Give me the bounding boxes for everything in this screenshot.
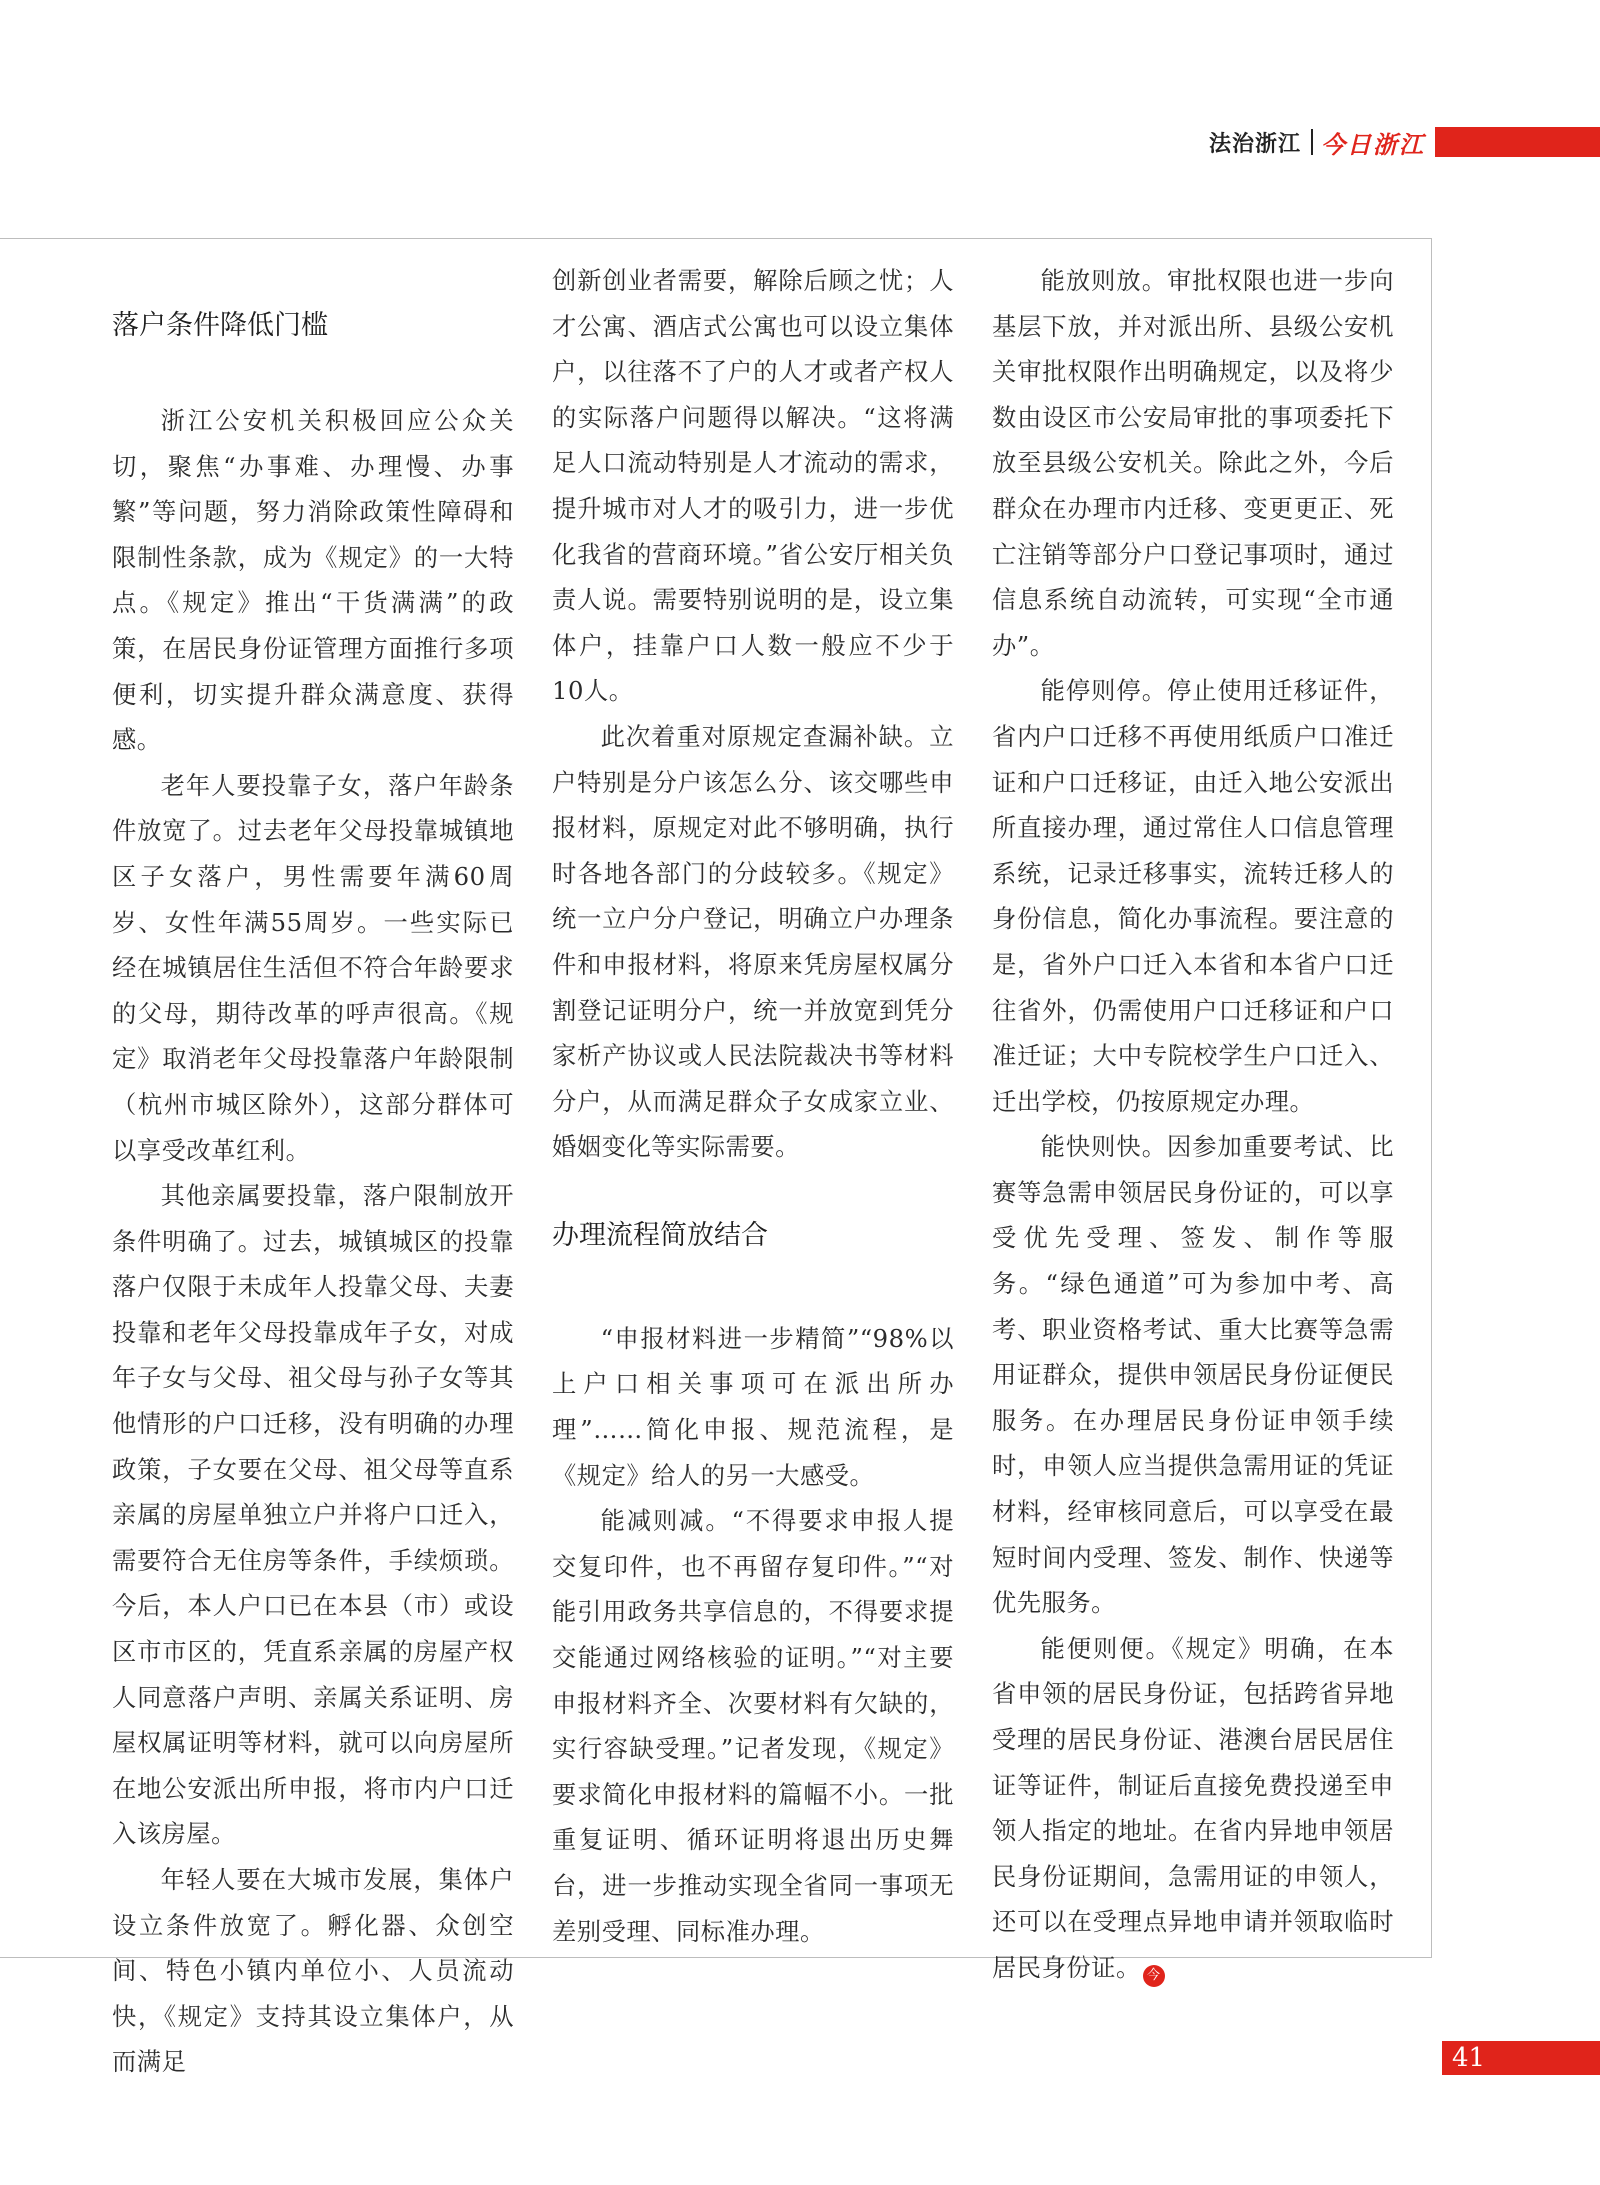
article-paragraph-last: [992, 1626, 1394, 1991]
article-paragraph: 创新创业者需要，解除后顾之忧；人才公寓、酒店式公寓也可以设立集体户，以往落不了户的人才或者产权人的实际落户问题得以解决。“这将满足人口流动特别是人才流动的需求，提升城市对人才的吸引力，进一步优化我省的营商环境。”省公安厅相关负责人说。需要特别说明的是，设立集体户，挂靠户口人数一般应不少于10人。: [552, 266, 954, 706]
magazine-logo: 今日浙江: [1321, 129, 1425, 159]
last-paragraph-text: 能便则便。《规定》明确，在本省申领的居民身份证，包括跨省异地受理的居民身份证、港澳台居民居住证等证件，制证后直接免费投递至申领人指定的地址。在省内异地申领居民身份证期间，急需用证的申领人，还可以在受理点异地申请并领取临时居民身份证。: [992, 1633, 1394, 1982]
article-column-1: [112, 258, 514, 2085]
section-heading-settlement: 落户条件降低门槛: [112, 310, 328, 341]
article-column-3: [992, 258, 1394, 1991]
section-heading-process: 办理流程简放结合: [552, 1219, 768, 1251]
article-paragraph: 能停则停。停止使用迁移证件，省内户口迁移不再使用纸质户口准迁证和户口迁移证，由迁入地公安派出所直接办理，通过常住人口信息管理系统，记录迁移事实，流转迁移人的身份信息，简化办事流程。要注意的是，省外户口迁入本省和本省户口迁往省外，仍需使用户口迁移证和户口准迁证；大中专院校学生户口迁入、迁出学校，仍按原规定办理。: [992, 676, 1394, 1116]
article-paragraph: 能放则放。审批权限也进一步向基层下放，并对派出所、县级公安机关审批权限作出明确规定，以及将少数由设区市公安局审批的事项委托下放至县级公安机关。除此之外，今后群众在办理市内迁移、变更更正、死亡注销等部分户口登记事项时，通过信息系统自动流转，可实现“全市通办”。: [992, 266, 1394, 660]
article-paragraph: “申报材料进一步精简”“98%以上户口相关事项可在派出所办理”……简化申报、规范流程，是《规定》给人的另一大感受。: [552, 1323, 954, 1490]
article-paragraph: 浙江公安机关积极回应公众关切，聚焦“办事难、办理慢、办事繁”等问题，努力消除政策性障碍和限制性条款，成为《规定》的一大特点。《规定》推出“干货满满”的政策，在居民身份证管理方面推行多项便利，切实提升群众满意度、获得感。: [112, 406, 514, 755]
article-paragraph: 其他亲属要投靠，落户限制放开条件明确了。过去，城镇城区的投靠落户仅限于未成年人投靠父母、夫妻投靠和老年父母投靠成年子女，对成年子女与父母、祖父母与孙子女等其他情形的户口迁移，没有明确的办理政策，子女要在父母、祖父母等直系亲属的房屋单独立户并将户口迁入，需要符合无住房等条件，手续烦琐。今后，本人户口已在本县（市）或设区市市区的，凭直系亲属的房屋产权人同意落户声明、亲属关系证明、房屋权属证明等材料，就可以向房屋所在地公安派出所申报，将市内户口迁入该房屋。: [112, 1181, 514, 1849]
page-number: 41: [1442, 2041, 1600, 2075]
article-paragraph: 能快则快。因参加重要考试、比赛等急需申领居民身份证的，可以享受优先受理、签发、制作等服务。“绿色通道”可为参加中考、高考、职业资格考试、重大比赛等急需用证群众，提供申领居民身份证便民服务。在办理居民身份证申领手续时，申领人应当提供急需用证的凭证材料，经审核同意后，可以享受在最短时间内受理、签发、制作、快递等优先服务。: [992, 1132, 1394, 1618]
magazine-header: [1209, 124, 1600, 160]
article-paragraph: 年轻人要在大城市发展，集体户设立条件放宽了。孵化器、众创空间、特色小镇内单位小、人员流动快，《规定》支持其设立集体户，从而满足: [112, 1865, 514, 2077]
section-title: 法治浙江: [1208, 131, 1301, 157]
article-paragraph: 老年人要投靠子女，落户年龄条件放宽了。过去老年父母投靠城镇地区子女落户，男性需要年满60周岁、女性年满55周岁。一些实际已经在城镇居住生活但不符合年龄要求的父母，期待改革的呼声很高。《规定》取消老年父母投靠落户年龄限制（杭州市城区除外），这部分群体可以享受改革红利。: [112, 770, 514, 1165]
article-paragraph: 此次着重对原规定查漏补缺。立户特别是分户该怎么分、该交哪些申报材料，原规定对此不够明确，执行时各地各部门的分歧较多。《规定》统一立户分户登记，明确立户办理条件和申报材料，将原来凭房屋权属分割登记证明分户，统一并放宽到凭分家析产协议或人民法院裁决书等材料分户，从而满足群众子女成家立业、婚姻变化等实际需要。: [552, 721, 954, 1162]
header-accent-bar: [1435, 127, 1600, 157]
article-paragraph: 能减则减。“不得要求申报人提交复印件，也不再留存复印件。”“对能引用政务共享信息的，不得要求提交能通过网络核验的证明。”“对主要申报材料齐全、次要材料有欠缺的，实行容缺受理。”记者发现，《规定》要求简化申报材料的篇幅不小。一批重复证明、循环证明将退出历史舞台，进一步推动实现全省同一事项无差别受理、同标准办理。: [552, 1506, 954, 1946]
header-divider: [1311, 129, 1313, 155]
article-column-2: [552, 258, 954, 1954]
end-mark-icon: 今: [1143, 1965, 1165, 1987]
